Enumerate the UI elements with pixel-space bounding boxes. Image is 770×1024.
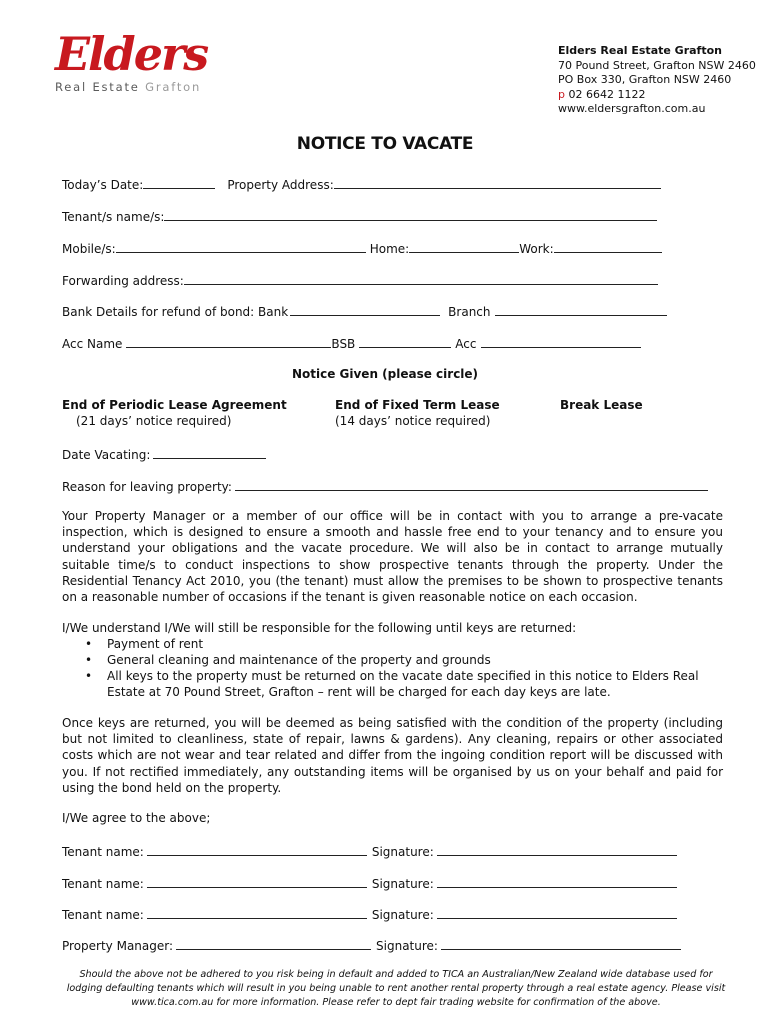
- signature-field[interactable]: [441, 937, 681, 950]
- page-title: NOTICE TO VACATE: [296, 134, 474, 154]
- todays-date-label: Today’s Date:: [62, 178, 144, 192]
- office-address: [558, 44, 756, 117]
- property-address-field[interactable]: [334, 176, 661, 189]
- todays-date-field[interactable]: [143, 176, 215, 189]
- signature-row-3: Tenant name: Signature:: [62, 906, 677, 922]
- signature-row-2: Tenant name: Signature:: [62, 875, 677, 891]
- home-field[interactable]: [409, 240, 519, 253]
- reason-field[interactable]: [235, 478, 708, 491]
- branch-field[interactable]: [495, 303, 667, 316]
- date-vacating-label: Date Vacating:: [62, 448, 151, 462]
- reason-row: [62, 478, 708, 494]
- tenant-name-field[interactable]: [147, 875, 367, 888]
- keys-returned-paragraph: Once keys are returned, you will be deemed as being satisfied with the condition of the property (including but not limited to cleanliness, state of repair, lawns & gardens). Any cleaning, repairs or other associated costs which are not wear and tear related and differ from the ingoing condition report will be discussed with you. If not rectified immediately, any outstanding items will be organised by us on your behalf and paid for using the bond held on the property.: [62, 716, 723, 795]
- date-vacating-field[interactable]: [153, 446, 266, 459]
- acc-label: Acc: [455, 337, 477, 351]
- signature-field[interactable]: [437, 843, 677, 856]
- bank-field[interactable]: [290, 303, 440, 316]
- tica-disclaimer: Should the above not be adhered to you risk being in default and added to TICA an Australian/New Zealand wide database used for lodging defaulting tenants which will result in you being unable to rent another rental property through a real estate agency. Please visit www.tica.com.au for more information. Please refer to dept fair trading website for confirmation of the above.: [66, 969, 726, 1008]
- date-address-row: [62, 176, 661, 192]
- signature-field[interactable]: [437, 875, 677, 888]
- bank-row: [62, 303, 667, 319]
- home-label: Home:: [369, 242, 410, 256]
- list-item: • Payment of rent: [107, 636, 723, 652]
- acc-name-label: Acc Name: [62, 337, 123, 351]
- tenant-names-row: [62, 208, 657, 224]
- bsb-label: BSB: [331, 337, 356, 351]
- office-street: 70 Pound Street, Grafton NSW 2460: [558, 58, 756, 72]
- forwarding-label: Forwarding address:: [62, 274, 184, 288]
- office-website[interactable]: www.eldersgrafton.com.au: [558, 102, 706, 115]
- forwarding-row: [62, 272, 658, 288]
- mobile-label: Mobile/s:: [62, 242, 116, 256]
- option-fixed-term-lease[interactable]: End of Fixed Term Lease (14 days’ notice required): [335, 398, 500, 428]
- mobile-field[interactable]: [116, 240, 366, 253]
- signature-row-manager: Property Manager: Signature:: [62, 937, 681, 953]
- work-label: Work:: [519, 242, 554, 256]
- tenant-name-field[interactable]: [147, 906, 367, 919]
- office-po-box: PO Box 330, Grafton NSW 2460: [558, 73, 732, 86]
- property-manager-field[interactable]: [176, 937, 371, 950]
- logo-subtitle: Real Estate Grafton: [55, 80, 202, 94]
- option-periodic-lease[interactable]: End of Periodic Lease Agreement (21 days’ notice required): [62, 398, 287, 428]
- acc-name-field[interactable]: [126, 335, 331, 348]
- option-break-lease[interactable]: Break Lease: [560, 398, 643, 412]
- list-item: • General cleaning and maintenance of the property and grounds: [107, 652, 723, 668]
- bank-label: Bank Details for refund of bond: Bank: [62, 305, 289, 319]
- responsibilities-lead: I/We understand I/We will still be responsible for the following until keys are returned:: [62, 621, 577, 635]
- logo-wordmark: Elders: [55, 27, 208, 81]
- office-name: Elders Real Estate Grafton: [558, 44, 722, 57]
- branch-label: Branch: [448, 305, 491, 319]
- responsibilities-list: [62, 620, 723, 700]
- acc-field[interactable]: [481, 335, 641, 348]
- bsb-field[interactable]: [359, 335, 451, 348]
- work-field[interactable]: [554, 240, 662, 253]
- office-phone: p 02 6642 1122: [558, 87, 646, 101]
- tenant-names-label: Tenant/s name/s:: [62, 210, 165, 224]
- property-address-label: Property Address:: [227, 178, 334, 192]
- phone-row: [62, 240, 662, 256]
- agree-statement: I/We agree to the above;: [62, 811, 211, 825]
- forwarding-field[interactable]: [184, 272, 658, 285]
- reason-label: Reason for leaving property:: [62, 480, 232, 494]
- tenant-names-field[interactable]: [164, 208, 657, 221]
- date-vacating-row: [62, 446, 266, 462]
- account-row: [62, 335, 641, 351]
- elders-logo: [55, 27, 208, 94]
- list-item: • All keys to the property must be returned on the vacate date specified in this notice to Elders Real Estate at 70 Pound Street, Grafton – rent will be charged for each day keys are late.: [107, 668, 723, 700]
- signature-field[interactable]: [437, 906, 677, 919]
- tenant-name-field[interactable]: [147, 843, 367, 856]
- signature-row-1: Tenant name: Signature:: [62, 843, 677, 859]
- notice-heading: Notice Given (please circle): [291, 367, 479, 381]
- pre-vacate-paragraph: Your Property Manager or a member of our office will be in contact with you to arrange a pre-vacate inspection, which is designed to ensure a smooth and hassle free end to your tenancy and to ensure you understand your obligations and the vacate procedure. We will also be in contact to arrange mutually suitable time/s to conduct inspections to show prospective tenants through the property. Under the Residential Tenancy Act 2010, you (the tenant) must allow the premises to be shown to prospective tenants on a reasonable number of occasions if the tenant is given reasonable notice on each occasion.: [62, 509, 723, 605]
